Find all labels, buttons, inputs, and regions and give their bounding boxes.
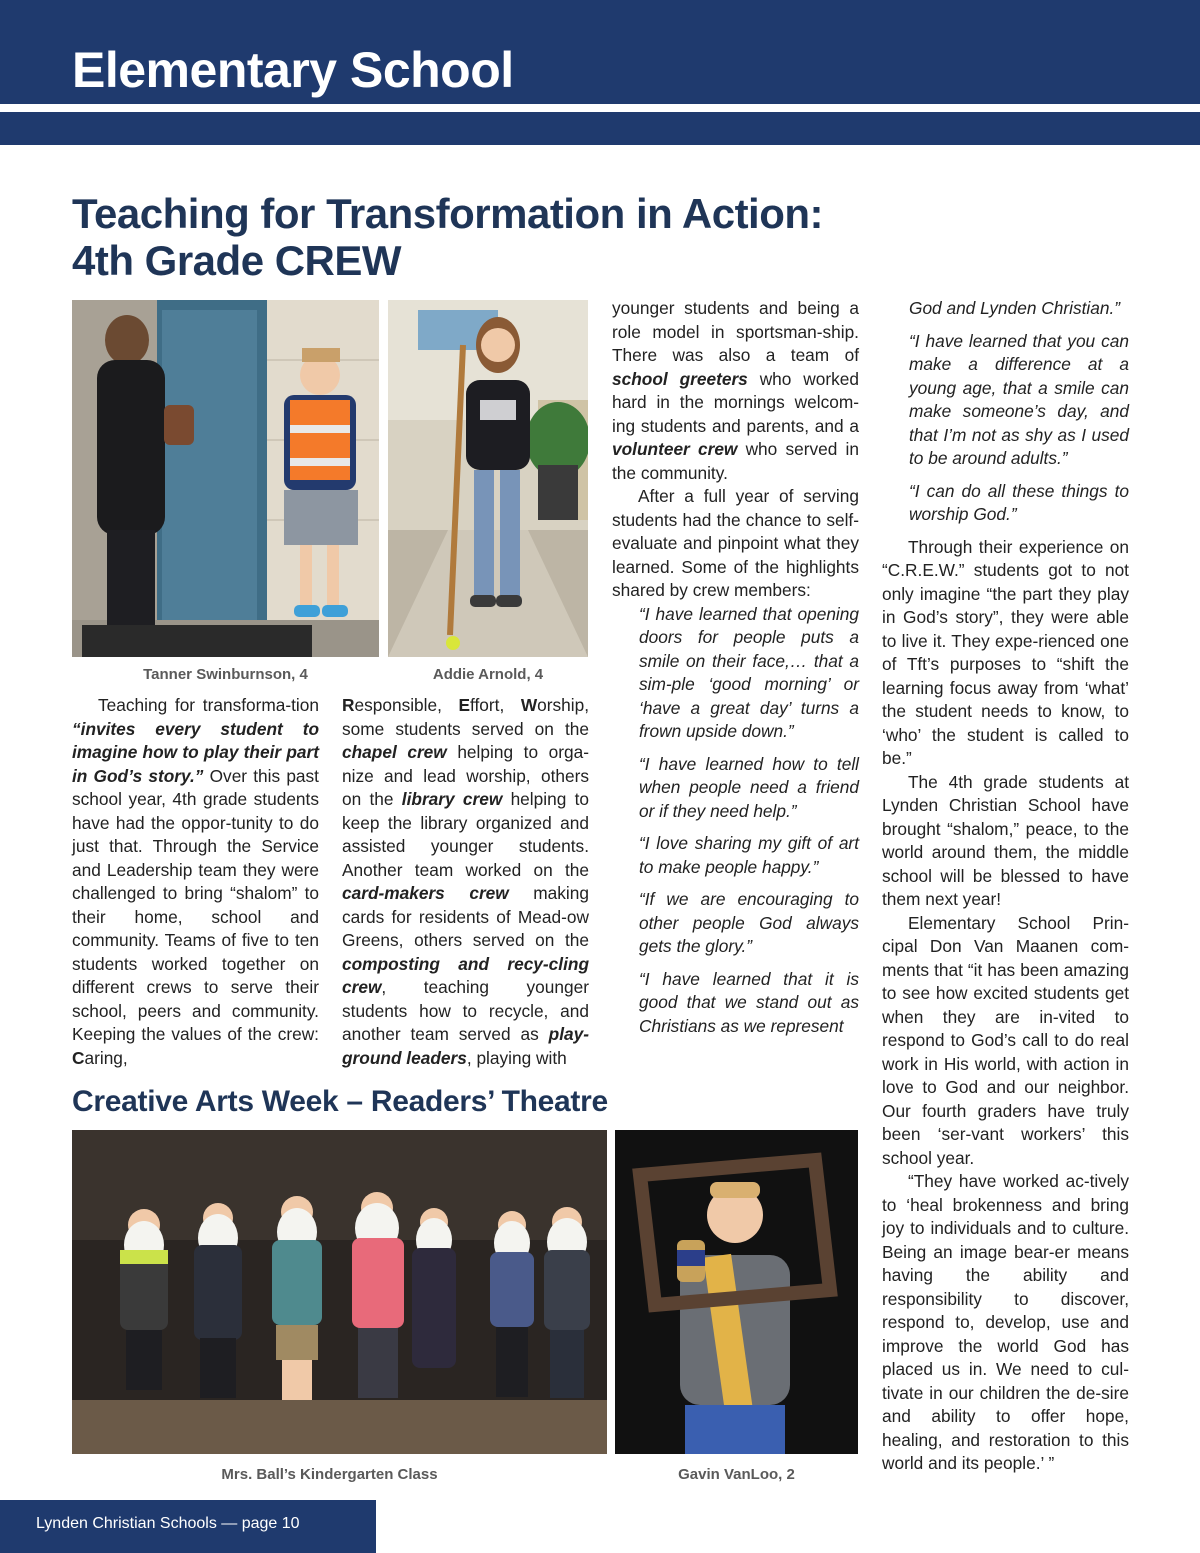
- col4-paragraph-2: The 4th grade students at Lynden Christian School have brought “shalom,” peace, to the world around them, the middle school will be blessed to have them next year!: [882, 771, 1129, 909]
- col3-paragraph-2: After a full year of serving students had the chance to self-evaluate and pinpoint what they learned. Some of the highlights shared by crew members:: [612, 486, 859, 600]
- col2-chapel-crew: chapel crew: [342, 742, 447, 762]
- col3-quote-3: “I love sharing my gift of art to make people happy.”: [639, 833, 859, 877]
- col4-quote-5-end: God and Lynden Christian.”: [909, 298, 1121, 318]
- photo3-caption: Mrs. Ball’s Kindergarten Class: [221, 1466, 438, 1483]
- col4-paragraph-3: Elementary School Prin-cipal Don Van Maanen com-ments that “it has been amazing to see how excited students get when they are in-vited to respond to God’s call to do real work in His world, with action in love to God and our neighbor. Our fourth graders have truly been ‘ser-vant workers’ this school year.: [882, 912, 1129, 1168]
- col2-card-makers-crew: card-makers crew: [342, 883, 509, 903]
- photo-gavin: [615, 1130, 858, 1454]
- footer-page-label: Lynden Christian Schools — page 10: [36, 1515, 300, 1532]
- col3-quote-1: “I have learned that opening doors for people puts a smile on their face,… that a sim-ple ‘good morning’ or ‘have a great day’ turns a frown upside down.”: [639, 603, 859, 741]
- col3-paragraph-1: [612, 297, 859, 485]
- column-2: [342, 694, 589, 1070]
- col2-e-letter: E: [458, 695, 470, 715]
- col2-w-letter: W: [520, 695, 538, 715]
- col2-t7: , teaching younger students how to recycle, and another team served as: [342, 977, 589, 1044]
- col2-t2: ffort,: [470, 695, 521, 715]
- col2-composting-crew: composting and recy-cling crew: [342, 953, 589, 997]
- col4-paragraph-1: Through their experience on “C.R.E.W.” students got to not only imagine “the part they play in God’s story”, they were able to live it. They expe-rienced one of Tft’s purposes to “shift the learning focus away from ‘what’ the student needs to know, to ‘who’ the student is called to be.”: [882, 536, 1129, 768]
- photo2-caption: Addie Arnold, 4: [432, 666, 544, 683]
- col2-library-crew: library crew: [401, 789, 503, 809]
- article-title: [72, 190, 823, 284]
- col2-r-letter: R: [342, 695, 355, 715]
- col4-quote-7: “I can do all these things to worship God.”: [909, 480, 1129, 524]
- col2-paragraph: [342, 694, 589, 1070]
- col3-p1-c: who served in the community.: [612, 439, 859, 483]
- col4-quote-6: “I have learned that you can make a difference at a young age, that a smile can make someone’s day, and that I’m not as shy as I used to be around adults.”: [909, 330, 1129, 468]
- col2-t4: helping to orga-nize and lead worship, others on the: [342, 742, 589, 809]
- col3-school-greeters: school greeters: [612, 368, 748, 389]
- article-title-line1: Teaching for Transformation in Action:: [72, 190, 824, 237]
- photo-tanner: [72, 300, 379, 657]
- column-1: [72, 694, 319, 1070]
- col1-paragraph: [72, 694, 319, 1070]
- col4-paragraph-4: “They have worked ac-tively to ‘heal brokenness and bring joy to individuals and to culture. Being an image bear-er means having the ability and responsibility to discover, respond to, develop, use and improve the world God has placed us in. We need to cul-tivate in our children the de-sire and ability to offer hope, healing, and restoration to this world and its people.’ ”: [882, 1171, 1129, 1473]
- photo1-caption: Tanner Swinburnson, 4: [143, 666, 308, 683]
- col3-quote-4: “If we are encouraging to other people God always gets the glory.”: [639, 889, 859, 956]
- col1-text-c: Over this past school year, 4th grade students have had the oppor-tunity to do just that. Through the Service and Leadership team they were challenged to bring “shalom” to their home, school and community. Teams of five to ten students worked together on different crews to serve their school, peers and community. Keeping the values of the crew:: [72, 765, 319, 1044]
- photo4-caption: Gavin VanLoo, 2: [678, 1466, 795, 1483]
- article-title-line2: 4th Grade CREW: [72, 237, 402, 284]
- col1-emphasis: “invites every student to imagine how to play their part in God’s story.”: [72, 718, 319, 786]
- photo-kindergarten-class: [72, 1130, 607, 1454]
- col2-playground-leaders: play-ground leaders: [342, 1024, 589, 1068]
- col2-t8: , playing with: [466, 1047, 567, 1068]
- section-title: Elementary School: [72, 42, 514, 98]
- col2-t3: orship, some students served on the: [342, 695, 589, 739]
- column-3: [612, 297, 859, 1047]
- header-stripe: [0, 112, 1200, 145]
- col3-p1-b: who worked hard in the mornings welcom-ing students and parents, and a: [612, 368, 859, 436]
- col3-quote-2: “I have learned how to tell when people need a friend or if they need help.”: [639, 753, 859, 821]
- col1-c-letter: C: [72, 1047, 85, 1068]
- col2-t5: helping to keep the library organized and assisted younger students. Another team worked on the: [342, 789, 589, 880]
- col2-t6: making cards for residents of Mead-ow Greens, others served on the: [342, 883, 589, 950]
- col1-text-a: Teaching for transforma-tion: [98, 695, 319, 715]
- col1-c-rest: aring,: [84, 1047, 128, 1068]
- col2-t1: esponsible,: [354, 695, 459, 715]
- col3-volunteer-crew: volunteer crew: [612, 439, 738, 459]
- column-4: [882, 297, 1129, 1476]
- col3-p1-a: younger students and being a role model in sportsman-ship. There was also a team of: [612, 298, 859, 365]
- col3-quote-5: “I have learned that it is good that we stand out as Christians as we represent: [639, 968, 859, 1036]
- subsection-title: Creative Arts Week – Readers’ Theatre: [72, 1085, 608, 1118]
- photo-addie: [388, 300, 588, 657]
